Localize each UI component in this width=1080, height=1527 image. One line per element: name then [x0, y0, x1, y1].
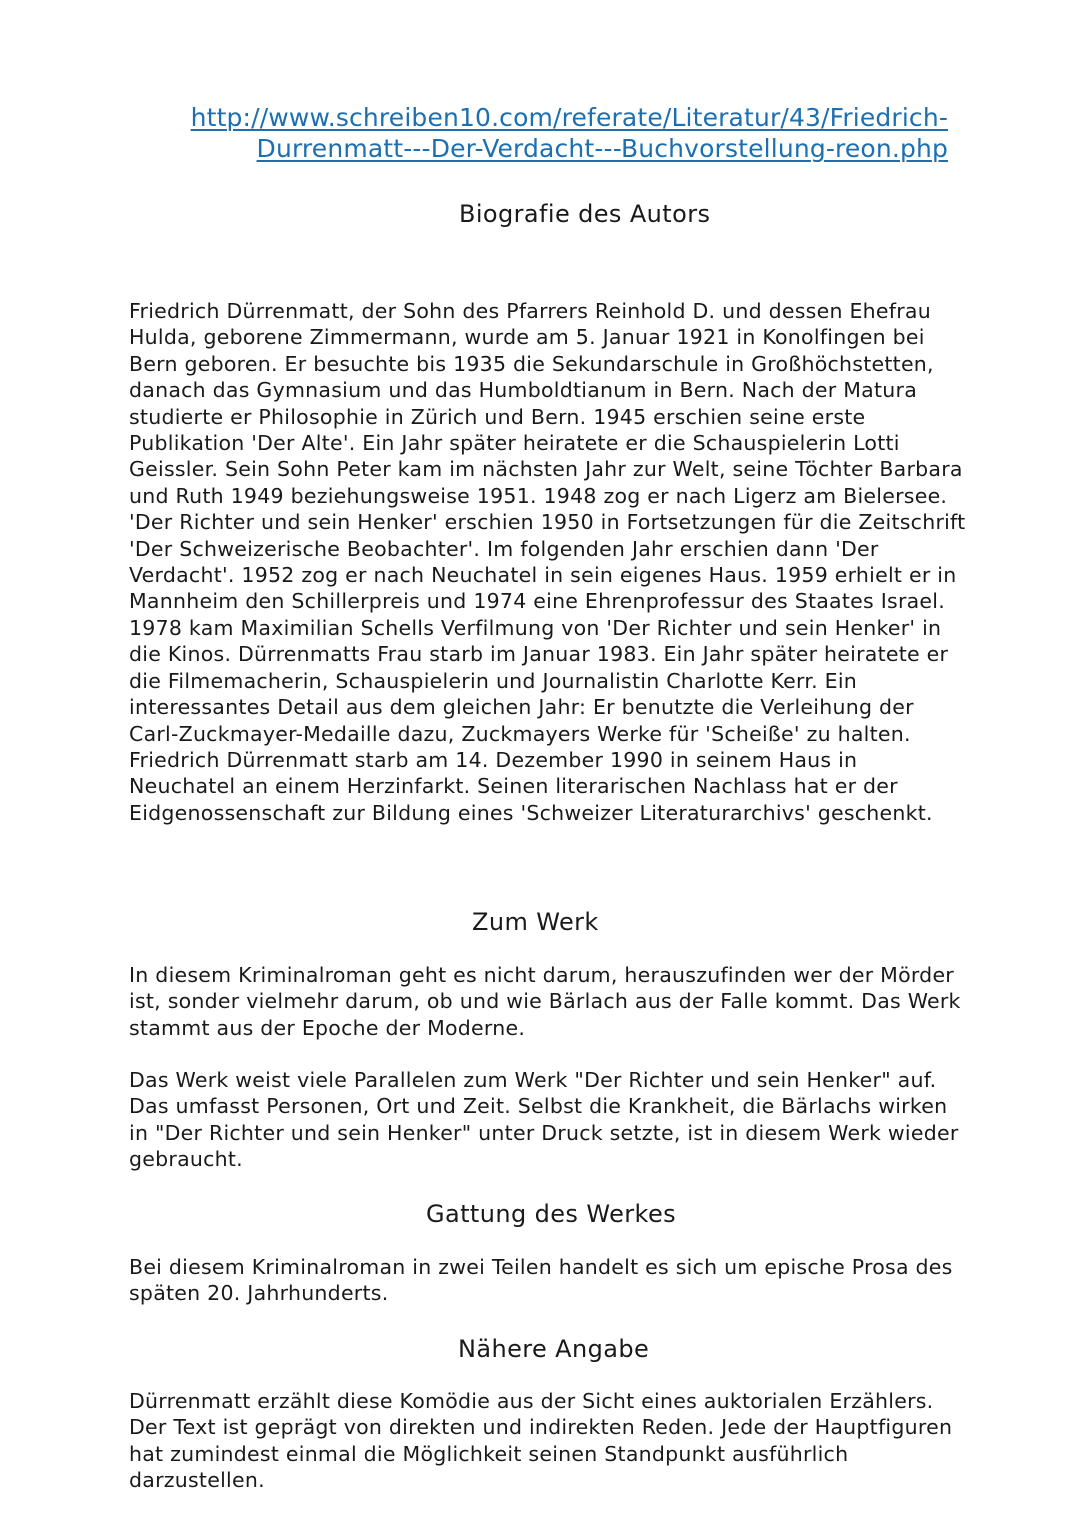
heading-gattung: Gattung des Werkes	[426, 1200, 677, 1228]
paragraph-biografie: Friedrich Dürrenmatt, der Sohn des Pfarrers Reinhold D. und dessen Ehefrau Hulda, geborene Zimmermann, wurde am 5. Januar 1921 in Konolfingen bei Bern geboren. Er besuchte bis 1935 die Sekundarschule in Großhöchstetten, danach das Gymnasium und das Humboldtianum in Bern. Nach der Matura studierte er Philosophie in Zürich und Bern. 1945 erschien seine erste Publikation 'Der Alte'. Ein Jahr später heiratete er die Schauspielerin Lotti Geissler. Sein Sohn Peter kam im nächsten Jahr zur Welt, seine Töchter Barbara und Ruth 1949 beziehungsweise 1951. 1948 zog er nach Ligerz am Bielersee. 'Der Richter und sein Henker' erschien 1950 in Fortsetzungen für die Zeitschrift 'Der Schweizerische Beobachter'. Im folgenden Jahr erschien dann 'Der Verdacht'. 1952 zog er nach Neuchatel in sein eigenes Haus. 1959 erhielt er in Mannheim den Schillerpreis und 1974 eine Ehrenprofessur des Staates Israel. 1978 kam Maximilian Schells Verfilmung von 'Der Richter und sein Henker' in die Kinos. Dürrenmatts Frau starb im Januar 1983. Ein Jahr später heiratete er die Filmemacherin, Schauspielerin und Journalistin Charlotte Kerr. Ein interessantes Detail aus dem gleichen Jahr: Er benutzte die Verleihung der Carl-Zuckmayer-Medaille dazu, Zuckmayers Werke für 'Scheiße' zu halten. Friedrich Dürrenmatt starb am 14. Dezember 1990 in seinem Haus in Neuchatel an einem Herzinfarkt. Seinen literarischen Nachlass hat er der Eidgenossenschaft zur Bildung eines 'Schweizer Literaturarchivs' geschenkt.	[129, 299, 966, 825]
paragraph-werk-1: In diesem Kriminalroman geht es nicht darum, herauszufinden wer der Mörder ist, sonder vielmehr darum, ob und wie Bärlach aus der Falle kommt. Das Werk stammt aus der Epoche der Moderne.	[129, 963, 961, 1040]
heading-naehere-angabe: Nähere Angabe	[458, 1335, 650, 1363]
heading-zum-werk: Zum Werk	[472, 908, 599, 936]
heading-biografie: Biografie des Autors	[459, 200, 711, 228]
paragraph-naehere-angabe: Dürrenmatt erzählt diese Komödie aus der Sicht eines auktorialen Erzählers. Der Text ist geprägt von direkten und indirekten Reden. Jede der Hauptfiguren hat zumindest einmal die Möglichkeit seinen Standpunkt ausführlich darzustellen.	[129, 1389, 953, 1493]
paragraph-gattung: Bei diesem Kriminalroman in zwei Teilen handelt es sich um epische Prosa des späten 20. Jahrhunderts.	[129, 1255, 953, 1306]
source-link-line-2[interactable]: Durrenmatt---Der-Verdacht---Buchvorstellung-reon.php	[256, 134, 948, 163]
paragraph-werk-2: Das Werk weist viele Parallelen zum Werk "Der Richter und sein Henker" auf. Das umfasst Personen, Ort und Zeit. Selbst die Krankheit, die Bärlachs wirken in "Der Richter und sein Henker" unter Druck setzte, ist in diesem Werk wieder gebraucht.	[129, 1068, 959, 1172]
source-link-line-1[interactable]: http://www.schreiben10.com/referate/Literatur/43/Friedrich-	[190, 103, 948, 132]
source-link[interactable]	[150, 102, 948, 164]
